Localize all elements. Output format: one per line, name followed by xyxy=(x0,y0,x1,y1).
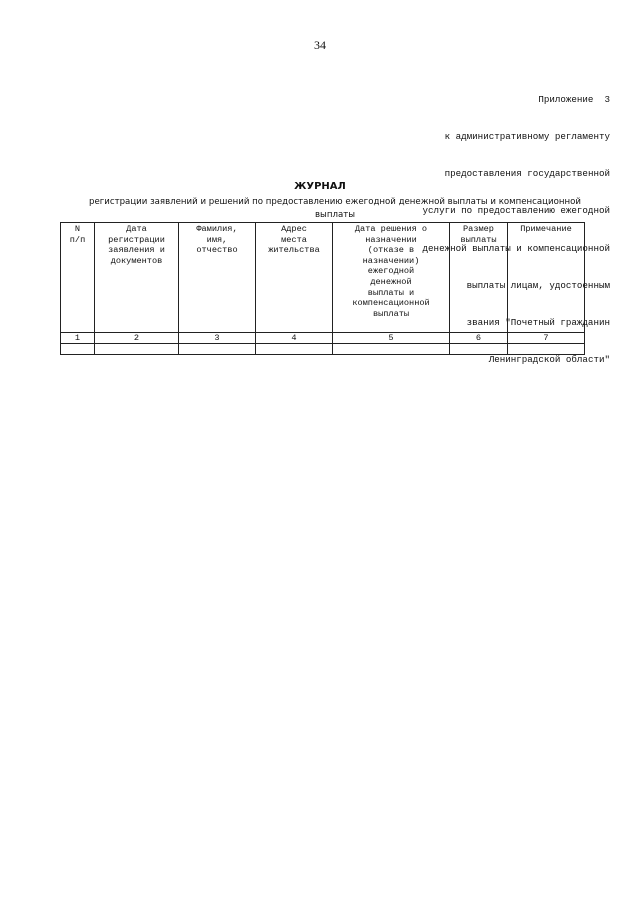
column-header-decision-date: Дата решения о назначении (отказе в назначении) ежегодной денежной выплаты и компенсационной выплаты xyxy=(333,223,450,333)
journal-subtitle: регистрации заявлений и решений по предоставлению ежегодной денежной выплаты и компенсационной выплаты xyxy=(89,197,581,220)
column-header-registration-date: Дата регистрации заявления и документов xyxy=(95,223,179,333)
table-cell xyxy=(333,344,450,355)
column-header-full-name: Фамилия, имя, отчество xyxy=(179,223,256,333)
column-number-row xyxy=(61,333,585,344)
appendix-line: звания "Почетный гражданин xyxy=(466,317,610,329)
page-number: 34 xyxy=(314,38,326,52)
column-number: 6 xyxy=(450,333,508,344)
appendix-line: Приложение 3 xyxy=(538,93,610,105)
appendix-line: предоставления государственной xyxy=(444,168,610,180)
table-row xyxy=(61,344,585,355)
column-header-address: Адрес места жительства xyxy=(256,223,333,333)
journal-table xyxy=(60,222,585,355)
appendix-line: денежной выплаты и компенсационной xyxy=(422,242,610,254)
appendix-line: выплаты лицам, удостоенным xyxy=(466,279,610,291)
appendix-line: услуги по предоставлению ежегодной xyxy=(422,205,610,217)
appendix-line: Ленинградской области" xyxy=(488,354,610,366)
table-header-row xyxy=(61,223,585,333)
column-header-payment-amount: Размер выплаты xyxy=(450,223,508,333)
journal-title: ЖУРНАЛ xyxy=(294,181,346,192)
column-number: 1 xyxy=(61,333,95,344)
table-cell xyxy=(179,344,256,355)
table-cell xyxy=(450,344,508,355)
column-header-number: N п/п xyxy=(61,223,95,333)
column-header-note: Примечание xyxy=(508,223,585,333)
appendix-line: к административному регламенту xyxy=(444,131,610,143)
column-number: 4 xyxy=(256,333,333,344)
column-number: 3 xyxy=(179,333,256,344)
table-cell xyxy=(61,344,95,355)
column-number: 2 xyxy=(95,333,179,344)
column-number: 7 xyxy=(508,333,585,344)
column-number: 5 xyxy=(333,333,450,344)
table-cell xyxy=(256,344,333,355)
table-cell xyxy=(95,344,179,355)
table-cell xyxy=(508,344,585,355)
